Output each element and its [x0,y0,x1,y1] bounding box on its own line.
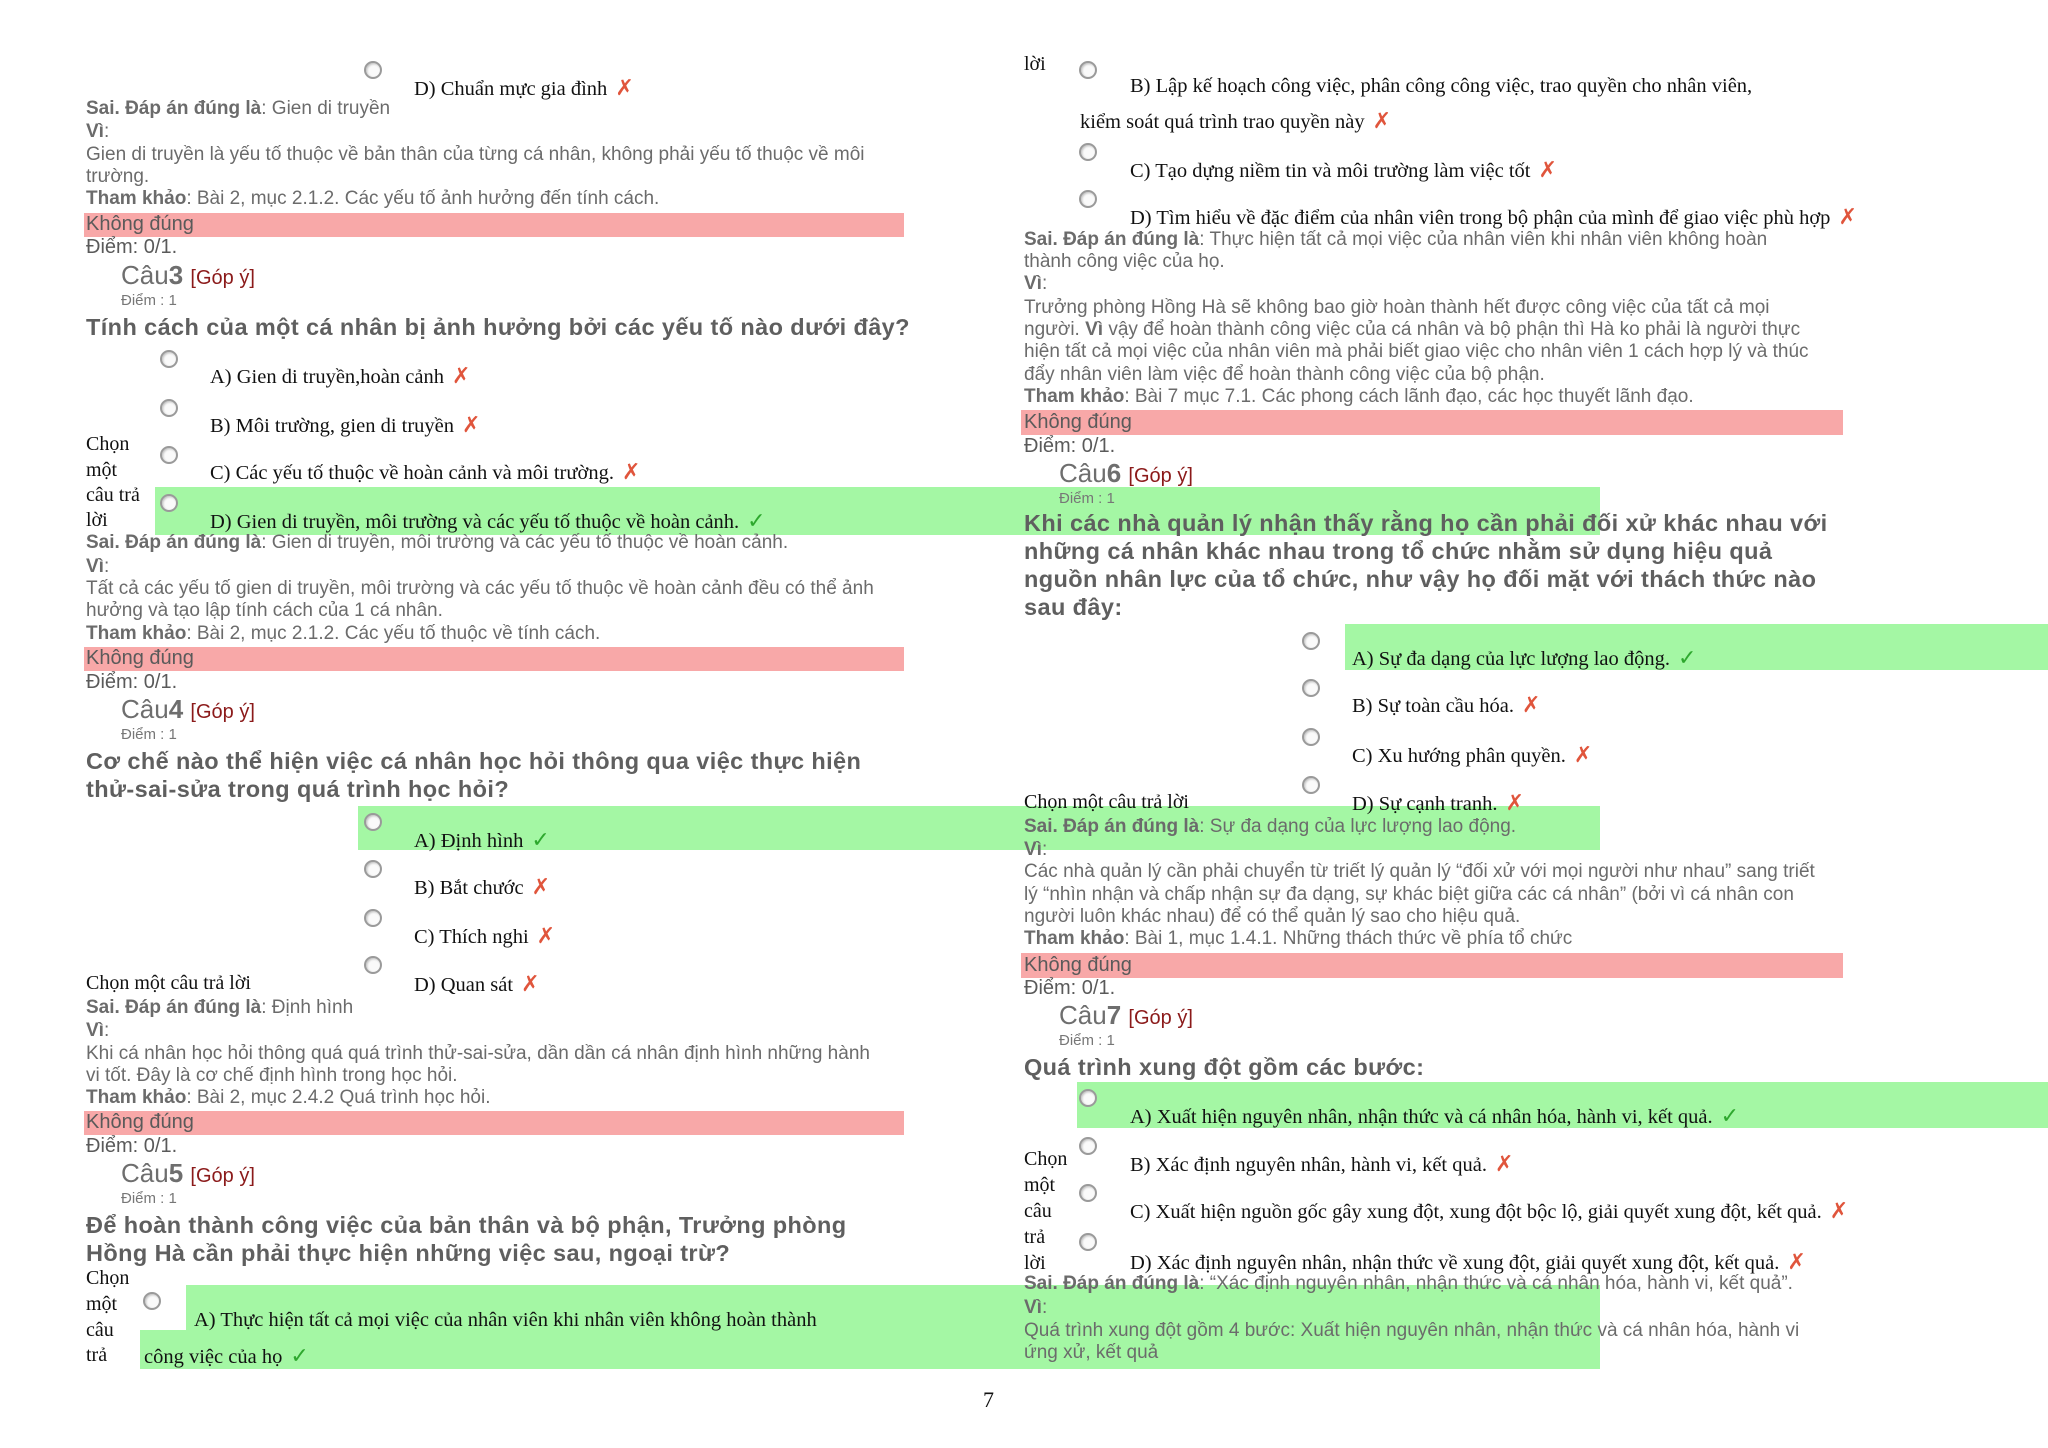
status-text: Không đúng [86,213,194,235]
option-c: C) Thích nghi ✗ [414,923,556,948]
radio-button[interactable] [1079,190,1097,208]
radio-button[interactable] [1302,776,1320,794]
option-c: C) Các yếu tố thuộc về hoàn cảnh và môi trường. ✗ [210,459,641,484]
question-number: Câu3 [Góp ý] [121,260,255,290]
radio-button[interactable] [143,1292,161,1310]
option-b: B) Môi trường, gien di truyền ✗ [210,412,481,437]
status-bar [84,647,904,671]
radio-button[interactable] [160,446,178,464]
option-d: D) Quan sát ✗ [414,971,540,996]
wrong-icon: ✗ [1787,1249,1806,1274]
option-a: A) Sự đa dạng của lực lượng lao động. ✓ [1352,645,1697,670]
wrong-icon: ✗ [621,459,641,484]
feedback-link[interactable]: [Góp ý] [1128,465,1193,487]
choose-label: Chọn [1024,1148,1068,1170]
score: Điểm: 0/1. [86,236,178,258]
reference: Tham khảo: Bài 2, mục 2.1.2. Các yếu tố ảnh hưởng đến tính cách. [86,188,660,209]
reason-label: Vì: [86,556,110,577]
question-number: Câu5 [Góp ý] [121,1158,255,1188]
reference: Tham khảo: Bài 7 mục 7.1. Các phong cách lãnh đạo, các học thuyết lãnh đạo. [1024,386,1694,407]
option-d: D) Gien di truyền, môi trường và các yếu tố thuộc về hoàn cảnh. ✓ [210,508,766,533]
explanation: lý “nhìn nhận và chấp nhận sự đa dạng, sự khác biệt giữa các cá nhân” (bởi vì cá nhân con [1024,884,1794,905]
wrong-icon: ✗ [1538,157,1557,182]
radio-button[interactable] [1079,143,1097,161]
choose-label: Chọn [86,1267,130,1289]
radio-button[interactable] [1079,1137,1097,1155]
radio-button[interactable] [364,956,382,974]
radio-button[interactable] [364,860,382,878]
feedback-link[interactable]: [Góp ý] [190,701,255,723]
choose-label: trả [86,1344,108,1366]
radio-button[interactable] [1302,679,1320,697]
radio-button[interactable] [1302,728,1320,746]
check-icon: ✓ [290,1343,309,1368]
question-text: Khi các nhà quản lý nhận thấy rằng họ cần phải đối xử khác nhau với [1024,510,1828,536]
question-number: Câu6 [Góp ý] [1059,458,1193,488]
option-b: B) Bắt chước ✗ [414,874,551,899]
question-text: Cơ chế nào thể hiện việc cá nhân học hỏi thông qua việc thực hiện [86,748,862,774]
question-text: thử-sai-sửa trong quá trình học hỏi? [86,776,510,802]
question-text: những cá nhân khác nhau trong tổ chức nhằm sử dụng hiệu quả [1024,538,1773,564]
radio-button[interactable] [1302,632,1320,650]
wrong-icon: ✗ [531,874,551,899]
explanation: Trưởng phòng Hồng Hà sẽ không bao giờ hoàn thành hết được công việc của tất cả mọi [1024,297,1770,318]
radio-button[interactable] [160,399,178,417]
status-text: Không đúng [86,647,194,669]
explanation: đẩy nhân viên làm việc để hoàn thành công việc của bộ phận. [1024,364,1545,385]
question-text: Quá trình xung đột gồm các bước: [1024,1054,1425,1080]
radio-button[interactable] [1079,1184,1097,1202]
choose-label: trả [1024,1226,1046,1248]
wrong-icon: ✗ [615,75,634,100]
explanation: hưởng và tạo lập tính cách của 1 cá nhân. [86,600,443,621]
explanation: ứng xử, kết quả [1024,1342,1159,1363]
choose-label: lời [86,509,108,531]
question-text: sau đây: [1024,594,1123,620]
option-d: D) Xác định nguyên nhân, nhận thức về xung đột, giải quyết xung đột, kết quả. ✗ [1130,1249,1806,1274]
status-bar [84,1111,904,1135]
choose-label: lời [1024,1252,1046,1274]
score: Điểm: 0/1. [86,671,178,693]
score: Điểm: 0/1. [1024,977,1116,999]
wrong-icon: ✗ [1521,692,1541,717]
choose-label: Chọn [86,433,130,455]
radio-button[interactable] [364,61,382,79]
answer-line: Sai. Đáp án đúng là: Gien di truyền [86,98,391,119]
answer-line: Sai. Đáp án đúng là: Định hình [86,997,354,1018]
radio-button[interactable] [160,494,178,512]
status-bar [84,213,904,237]
wrong-icon: ✗ [1838,204,1857,229]
question-number: Câu7 [Góp ý] [1059,1000,1193,1030]
explanation: người luôn khác nhau) để có thể quản lý sao cho hiệu quả. [1024,906,1521,927]
wrong-icon: ✗ [1372,108,1392,133]
option-a: A) Thực hiện tất cả mọi việc của nhân viên khi nhân viên không hoàn thành [194,1309,817,1331]
choose-label: lời [1024,53,1046,75]
radio-button[interactable] [1079,61,1097,79]
question-text: Để hoàn thành công việc của bản thân và bộ phận, Trưởng phòng [86,1212,847,1238]
check-icon: ✓ [531,827,550,852]
feedback-link[interactable]: [Góp ý] [1128,1007,1193,1029]
choose-label: một [86,459,118,481]
reference: Tham khảo: Bài 1, mục 1.4.1. Những thách thức về phía tổ chức [1024,928,1573,949]
choose-label: Chọn một câu trả lời [1024,791,1189,813]
question-text: Tính cách của một cá nhân bị ảnh hưởng bởi các yếu tố nào dưới đây? [86,314,910,340]
wrong-icon: ✗ [1573,742,1593,767]
check-icon: ✓ [1678,645,1697,670]
answer-line: Sai. Đáp án đúng là: Thực hiện tất cả mọi việc của nhân viên khi nhân viên không hoàn [1024,229,1768,250]
points: Điểm : 1 [1059,490,1115,507]
option-b: kiểm soát quá trình trao quyền này ✗ [1080,108,1392,133]
status-bar [1021,410,1843,435]
reason-label: Vì: [86,1020,110,1041]
status-bar [1021,953,1843,978]
option-a: A) Gien di truyền,hoàn cảnh ✗ [210,363,471,388]
explanation: người. Vì vậy để hoàn thành công việc của cá nhân và bộ phận thì Hà ko phải là người thực [1024,319,1801,340]
reason-label: Vì: [1024,839,1048,860]
feedback-link[interactable]: [Góp ý] [190,267,255,289]
reference: Tham khảo: Bài 2, mục 2.4.2 Quá trình học hỏi. [86,1087,491,1108]
reason-label: Vì: [1024,273,1048,294]
option-a: công việc của họ ✓ [144,1343,309,1368]
choose-label: câu [1024,1200,1052,1222]
check-icon: ✓ [747,508,766,533]
question-text: Hồng Hà cần phải thực hiện những việc sau, ngoại trừ? [86,1240,731,1266]
question-number: Câu4 [Góp ý] [121,694,255,724]
wrong-icon: ✗ [462,412,481,437]
feedback-link[interactable]: [Góp ý] [190,1165,255,1187]
reason-label: Vì: [1024,1297,1048,1318]
explanation: Gien di truyền là yếu tố thuộc về bản thân của từng cá nhân, không phải yếu tố thuộc về môi [86,144,865,165]
wrong-icon: ✗ [521,971,540,996]
score: Điểm: 0/1. [1024,435,1116,457]
wrong-icon: ✗ [1505,790,1524,815]
option-b: B) Xác định nguyên nhân, hành vi, kết quả. ✗ [1130,1151,1514,1176]
choose-label: câu [86,1319,114,1341]
option-b: B) Sự toàn cầu hóa. ✗ [1352,692,1541,717]
explanation: Quá trình xung đột gồm 4 bước: Xuất hiện nguyên nhân, nhận thức và cá nhân hóa, hành vi [1024,1320,1800,1341]
page-number: 7 [983,1387,994,1412]
status-text: Không đúng [86,1111,194,1133]
explanation: Khi cá nhân học hỏi thông quá quá trình thử-sai-sửa, dần dần cá nhân định hình những hành [86,1043,870,1064]
option-c: C) Xu hướng phân quyền. ✗ [1352,742,1593,767]
points: Điểm : 1 [121,726,177,743]
check-icon: ✓ [1720,1103,1740,1128]
option-a: A) Xuất hiện nguyên nhân, nhận thức và cá nhân hóa, hành vi, kết quả. ✓ [1130,1103,1740,1128]
choose-label: Chọn một câu trả lời [86,972,251,994]
status-text: Không đúng [1024,411,1132,433]
choose-label: câu trả [86,484,140,506]
radio-button[interactable] [1079,1233,1097,1251]
radio-button[interactable] [364,813,382,831]
answer-line: Sai. Đáp án đúng là: Gien di truyền, môi trường và các yếu tố thuộc về hoàn cảnh. [86,532,789,553]
explanation: trường. [86,166,150,187]
radio-button[interactable] [364,909,382,927]
explanation: Tất cả các yếu tố gien di truyền, môi trường và các yếu tố thuộc về hoàn cảnh đều có thể ảnh [86,578,874,599]
option-c: C) Xuất hiện nguồn gốc gây xung đột, xung đột bộc lộ, giải quyết xung đột, kết quả. ✗ [1130,1198,1849,1223]
wrong-icon: ✗ [1494,1151,1514,1176]
answer-line: thành công việc của họ. [1024,251,1225,272]
option-d: D) Tìm hiểu về đặc điểm của nhân viên trong bộ phận của mình để giao việc phù hợp ✗ [1130,204,1857,229]
option-b: B) Lập kế hoạch công việc, phân công công việc, trao quyền cho nhân viên, [1130,75,1753,97]
wrong-icon: ✗ [536,923,556,948]
option-d: D) Sự cạnh tranh. ✗ [1352,790,1524,815]
wrong-icon: ✗ [451,363,471,388]
explanation: Các nhà quản lý cần phải chuyển từ triết lý quản lý “đối xử với mọi người như nhau” sang triết [1024,861,1815,882]
wrong-icon: ✗ [1829,1198,1849,1223]
explanation: hiện tất cả mọi việc của nhân viên mà phải biết giao việc cho nhân viên 1 cách hợp lý và thúc [1024,341,1809,362]
points: Điểm : 1 [1059,1032,1115,1049]
radio-button[interactable] [1079,1089,1097,1107]
explanation: vi tốt. Đây là cơ chế định hình trong học hỏi. [86,1065,458,1086]
radio-button[interactable] [160,350,178,368]
score: Điểm: 0/1. [86,1135,178,1157]
choose-label: một [86,1293,118,1315]
option-a: A) Định hình ✓ [414,827,550,852]
option-d: D) Chuẩn mực gia đình ✗ [414,75,634,100]
answer-line: Sai. Đáp án đúng là: Sự đa dạng của lực lượng lao động. [1024,816,1517,837]
points: Điểm : 1 [121,292,177,309]
answer-line: Sai. Đáp án đúng là: “Xác định nguyên nhân, nhận thức và cá nhân hóa, hành vi, kết quả”. [1024,1273,1793,1294]
question-text: nguồn nhân lực của tổ chức, như vậy họ đối mặt với thách thức nào [1024,566,1817,592]
choose-label: một [1024,1174,1056,1196]
option-c: C) Tạo dựng niềm tin và môi trường làm việc tốt ✗ [1130,157,1557,182]
reference: Tham khảo: Bài 2, mục 2.1.2. Các yếu tố thuộc về tính cách. [86,623,601,644]
reason-label: Vì: [86,121,110,142]
points: Điểm : 1 [121,1190,177,1207]
status-text: Không đúng [1024,954,1132,976]
